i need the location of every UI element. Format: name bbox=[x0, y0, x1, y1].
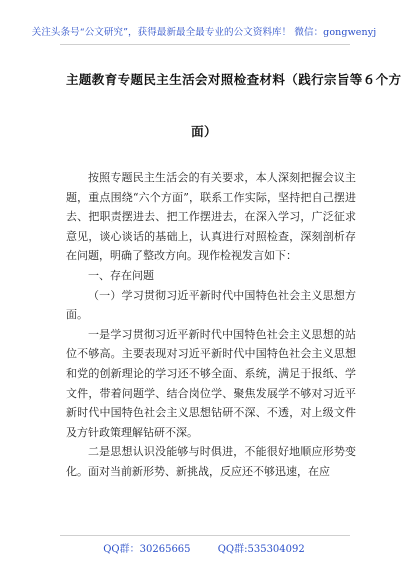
body-paragraph-point-2: 二是思想认识没能够与时俱进，不能很好地顺应形势变化。面对当前新形势、新挑战，反应还不够迅速，在应 bbox=[66, 445, 356, 478]
body-paragraph-point-1: 一是学习贯彻习近平新时代中国特色社会主义思想的站位不够高。主要表现对习近平新时代中国特色社会主义思想和党的创新理论的学习还不够全面、系统，满足于报纸、学文件，带着问题学、结合岗位学、聚焦发展学不够对习近平新时代中国特色社会主义思想钻研不深、不透，对上级文件及方针政策理解钻研不深。 bbox=[66, 327, 356, 439]
footer-qq-group-2: QQ群:535304092 bbox=[217, 544, 305, 555]
footer bbox=[0, 540, 408, 555]
footer-qq-group-1: QQ群：30265665 bbox=[103, 544, 191, 555]
document-title-line-2: 面） bbox=[191, 124, 217, 139]
body-paragraph-intro: 按照专题民主生活会的有关要求，本人深刻把握会议主题，重点围绕“六个方面”，联系工作实际，坚持把自己摆进去、把职责摆进去、把工作摆进去，在深入学习，广泛征求意见，谈心谈话的基础上，认真进行对照检查，深刻剖析存在问题，明确了整改方向。现作检视发言如下： bbox=[66, 171, 356, 263]
document-title-line-1: 主题教育专题民主生活会对照检查材料（践行宗旨等６个方 bbox=[66, 72, 402, 87]
header-divider bbox=[60, 44, 350, 45]
footer-divider bbox=[60, 535, 350, 536]
subsection-heading-1: （一）学习贯彻习近平新时代中国特色社会主义思想方面。 bbox=[66, 288, 356, 322]
document-body bbox=[66, 168, 356, 482]
header-banner: 关注头条号“公文研究”，获得最新最全最专业的公文资料库！ 微信：gongwenyj bbox=[31, 27, 377, 38]
section-heading-problems: 一、存在问题 bbox=[88, 268, 154, 282]
